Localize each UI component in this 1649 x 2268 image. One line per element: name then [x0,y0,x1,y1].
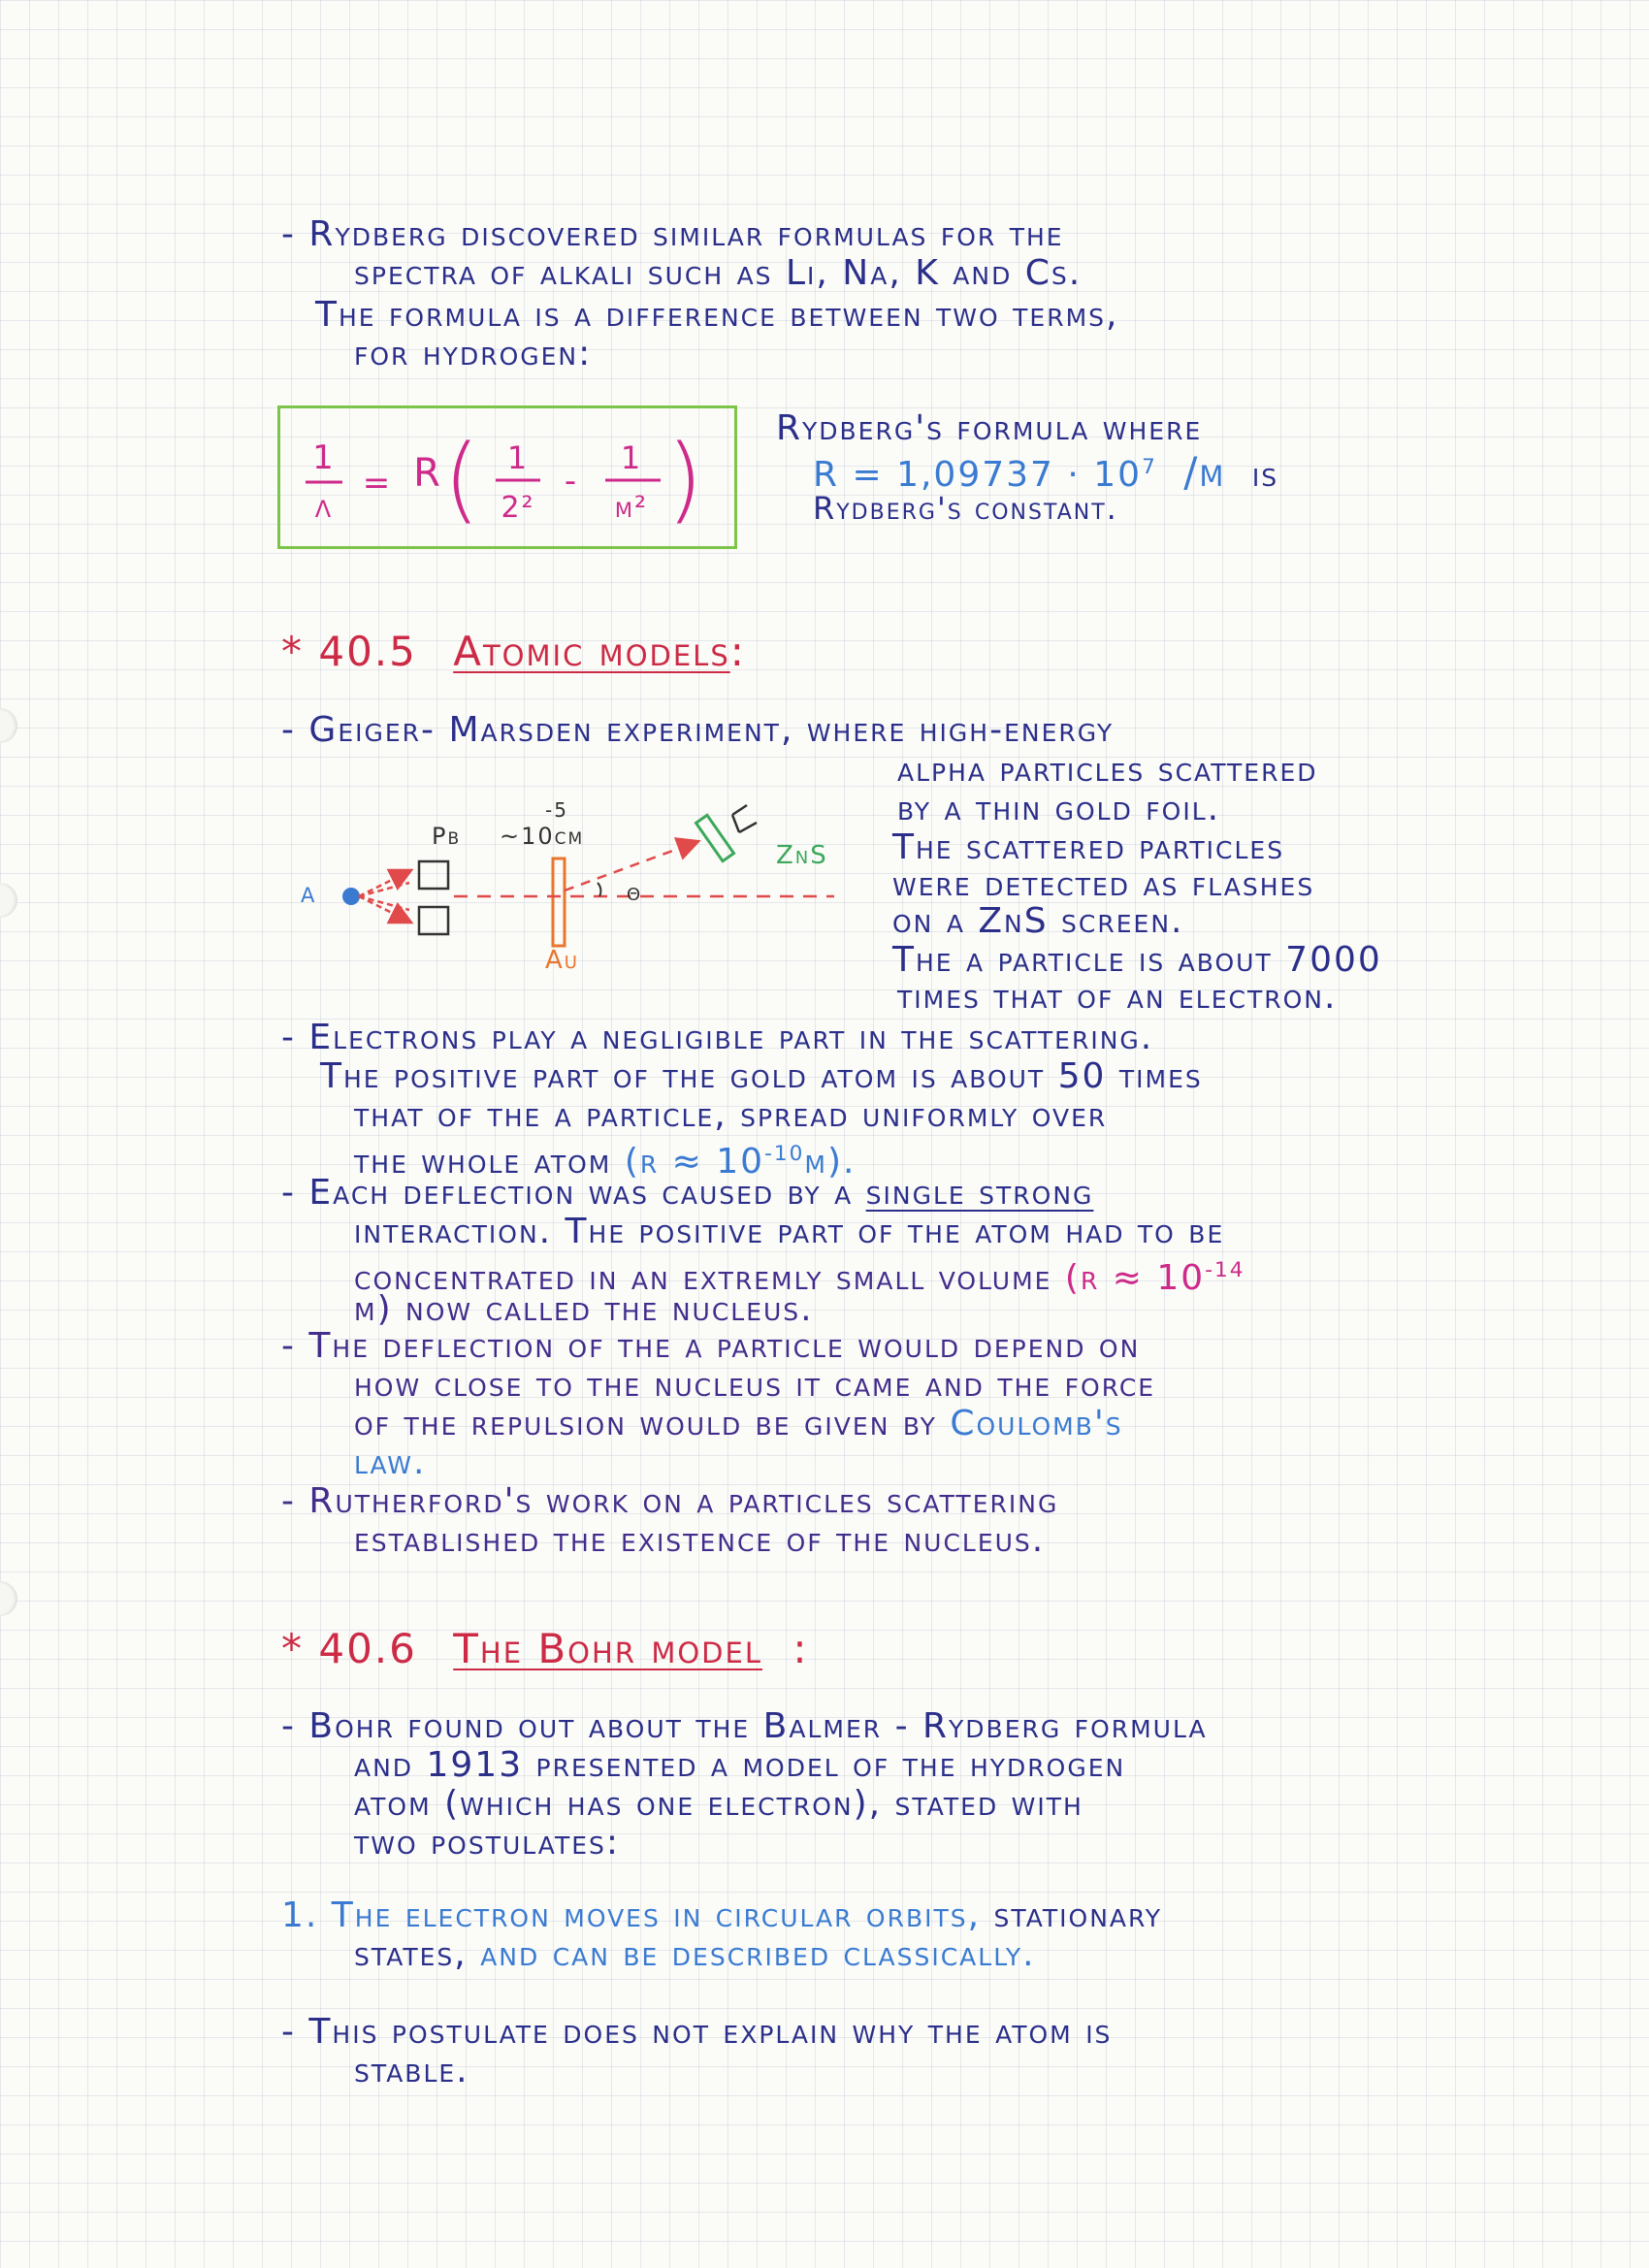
text-fragment: and can be described classically. [480,1934,1036,1974]
text-line: Rydberg's formula where [776,408,1203,448]
rydberg-constant-value: R = 1,09737 · 10 [813,455,1143,495]
formula-paren-close: ) [666,425,705,534]
binder-hole [0,883,17,918]
lead-label: Pb [432,823,462,850]
text-line: - Geiger- Marsden experiment, where high-energy [281,710,1115,750]
text-fragment: concentrated in an extremly small volume [354,1258,1052,1298]
rydberg-constant-exp: 7 [1142,455,1157,479]
text-line: how close to the nucleus it came and the force [354,1365,1156,1405]
text-line: were detected as flashes [892,864,1315,904]
alpha-source [342,888,360,905]
deflection-line [281,1174,1093,1213]
rydberg-constant-line [813,448,1278,495]
text-line: The scattered particles [892,827,1285,867]
formula-term2-numerator: 1 [620,439,643,476]
gold-label: Au [545,946,579,970]
formula-paren-open: ( [443,425,482,534]
text-fragment: is [1251,455,1279,495]
text-line: on a ZnS screen. [892,901,1184,941]
zns-detector [696,805,757,861]
text-line: atom (which has one electron), stated with [354,1784,1083,1824]
formula-term1-denominator: 2² [501,491,535,525]
atom-radius-exp: -10 [764,1142,805,1166]
heading-colon: : [729,628,746,675]
foil-thickness-exp: -5 [545,798,568,822]
lead-block-top [419,861,448,889]
text-fragment: of the repulsion would be given by [354,1404,937,1443]
section-heading-40-6 [281,1625,809,1672]
postulate-1-line [281,1896,1162,1935]
section-heading-40-5 [281,628,746,675]
alpha-rays [359,871,409,922]
nucleus-radius: (r ≈ 10 [1064,1258,1206,1298]
text-line: times that of an electron. [897,977,1338,1017]
formula-term1-numerator: 1 [506,439,530,476]
foil-thickness-label: ~10cm [500,823,585,850]
text-line: - Rutherford's work on α particles scattering [281,1481,1059,1521]
theta-label: θ [627,878,643,907]
text-line: m) now called the nucleus. [354,1289,814,1329]
text-fragment: states, [354,1934,468,1974]
single-strong-underlined: single strong [865,1173,1094,1213]
formula-lhs-denominator: λ [314,487,334,526]
text-line: interaction. The positive part of the atom had to be [354,1212,1225,1251]
text-line: that of the α particle, spread uniformly over [354,1095,1108,1135]
text-line: - The deflection of the α particle would depend on [281,1326,1141,1366]
gold-foil [553,859,565,946]
rydberg-formula-box [277,405,737,549]
text-line: - Rydberg discovered similar formulas for the [281,214,1064,254]
text-line: stable. [354,2051,469,2090]
atom-radius: (r ≈ 10 [624,1142,765,1182]
heading-title: The Bohr model [453,1625,762,1672]
alpha-label: α [301,876,317,910]
formula-equals: = [362,464,393,502]
atom-radius-unit: m). [804,1142,857,1182]
coulombs-name: Coulomb's [950,1404,1123,1443]
geiger-marsden-diagram [291,776,844,970]
text-line: two postulates: [354,1823,621,1863]
text-line: for hydrogen: [354,334,593,373]
text-line: - Electrons play a negligible part in the scattering. [281,1018,1154,1057]
text-line: The positive part of the gold atom is about 50 times [320,1056,1203,1096]
formula-minus: - [564,462,579,501]
coulomb-line [354,1405,1123,1443]
text-fragment: the whole atom [354,1142,612,1182]
text-fragment: - Each deflection was caused by a [281,1173,854,1213]
lead-block-bottom [419,907,448,934]
formula-lhs-numerator: 1 [312,438,336,477]
postulate-1-line-2 [354,1935,1036,1974]
formula-term2-denominator: m² [614,491,649,525]
binder-hole [0,1581,17,1616]
binder-hole [0,708,17,743]
heading-number: * 40.5 [281,628,417,675]
text-line: - This postulate does not explain why the atom is [281,2012,1113,2052]
heading-colon: : [792,1625,809,1672]
text-fragment: stationary [993,1895,1163,1935]
text-line: alpha particles scattered [897,750,1318,790]
text-line: Rydberg's constant. [813,490,1118,527]
text-line: The formula is a difference between two terms, [315,295,1119,335]
text-line: The α particle is about 7000 [892,940,1382,980]
rydberg-formula [280,408,740,552]
text-line: established the existence of the nucleus. [354,1520,1046,1560]
rydberg-constant-unit: /m [1183,448,1226,496]
formula-r: R [413,451,442,496]
text-line: and 1913 presented a model of the hydrogen [354,1745,1126,1785]
nucleus-radius-exp: -14 [1205,1258,1245,1282]
text-line: - Bohr found out about the Balmer - Rydberg formula [281,1706,1208,1746]
text-line: spectra of alkali such as Li, Na, K and Cs. [354,253,1083,293]
text-fragment: 1. The electron moves in circular orbits, [281,1895,982,1935]
heading-title: Atomic models [453,628,730,675]
heading-number: * 40.6 [281,1625,417,1672]
zns-label: ZnS [776,841,828,870]
text-line: by a thin gold foil. [897,789,1221,828]
text-line: law. [354,1442,427,1482]
